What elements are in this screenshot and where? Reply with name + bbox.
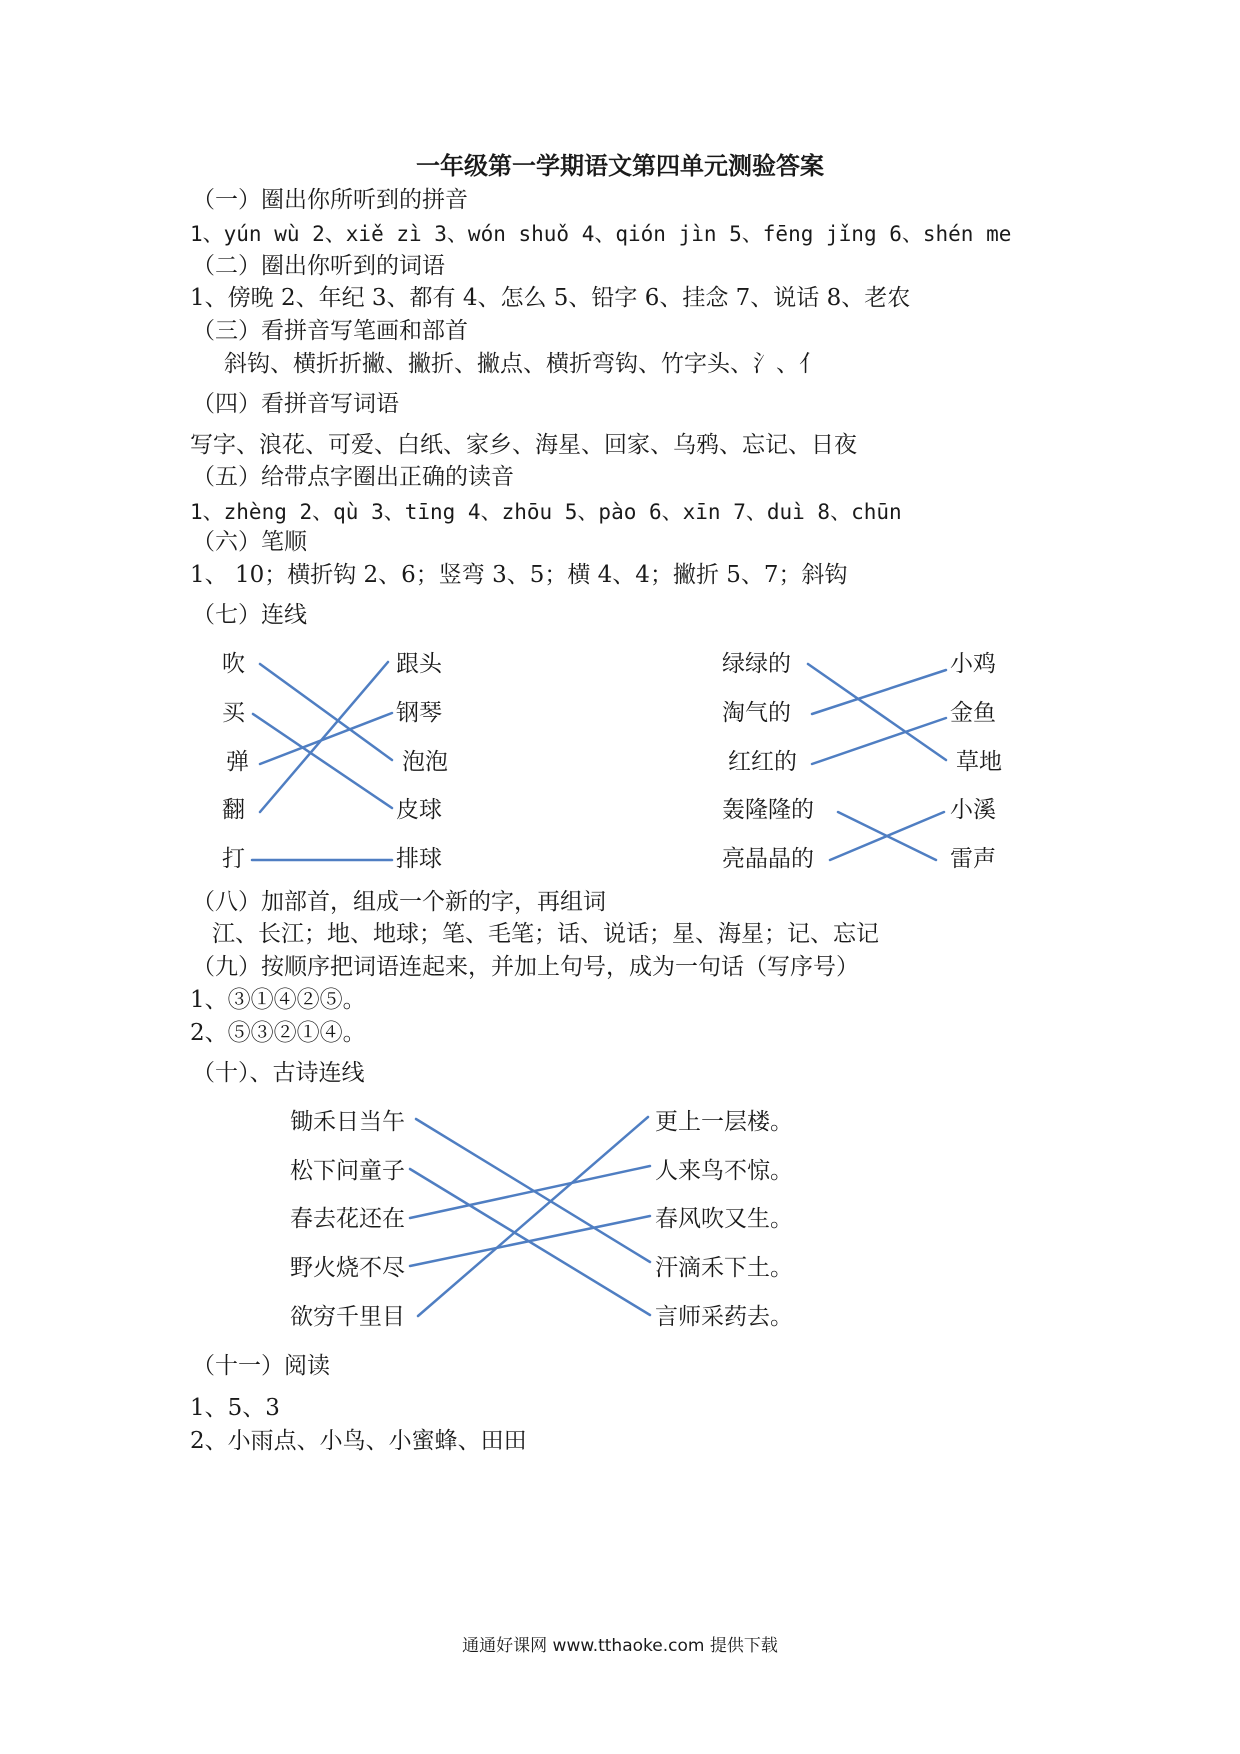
s10-right-0: 更上一层楼。 — [655, 1109, 793, 1135]
s7-line-blow-bubbles — [260, 664, 392, 760]
section-2-answer: 1、傍晚 2、年纪 3、都有 4、怎么 5、铅字 6、挂念 7、说话 8、老农 — [190, 285, 911, 311]
s10-right-1: 人来鸟不惊。 — [655, 1158, 793, 1184]
s10-left-4: 欲穷千里目 — [290, 1304, 405, 1330]
page-title: 一年级第一学期语文第四单元测验答案 — [416, 151, 824, 180]
section-1-answer: 1、yún wù 2、xiě zì 3、wón shuǒ 4、qión jìn 5、fēng jǐng 6、shén me — [190, 222, 1012, 246]
s7-left-b-1: 钢琴 — [396, 700, 442, 726]
section-4-answer: 写字、浪花、可爱、白纸、家乡、海星、回家、乌鸦、忘记、日夜 — [190, 432, 857, 458]
s7-left-b-4: 排球 — [396, 846, 442, 872]
s7-right-b-0: 小鸡 — [950, 651, 996, 677]
footer: 通通好课网 www.tthaoke.com 提供下载 — [462, 1636, 778, 1656]
section-7-heading: （七）连线 — [192, 602, 307, 628]
s7-right-a-4: 亮晶晶的 — [722, 846, 814, 872]
s10-line-5 — [418, 1117, 648, 1316]
section-9-answer-1: 1、③①④②⑤。 — [190, 987, 366, 1013]
s10-right-4: 言师采药去。 — [655, 1304, 793, 1330]
s7-right-b-3: 小溪 — [950, 797, 996, 823]
section-11-answer-1: 1、5、3 — [190, 1395, 280, 1421]
s10-right-2: 春风吹又生。 — [655, 1206, 793, 1232]
section-1-heading: （一）圈出你所听到的拼音 — [192, 187, 468, 213]
s7-right-b-2: 草地 — [956, 749, 1002, 775]
s7-line-play-piano — [260, 713, 392, 764]
s7-left-a-1: 买 — [222, 700, 245, 726]
s7-line-red-goldfish — [812, 718, 946, 764]
section-8-answer: 江、长江；地、地球；笔、毛笔；话、说话；星、海星；记、忘记 — [212, 921, 879, 947]
s7-right-a-2: 红红的 — [728, 749, 797, 775]
section-6-answer: 1、 10；横折钩 2、6；竖弯 3、5；横 4、4；撇折 5、7；斜钩 — [190, 562, 848, 588]
section-10-heading: （十）、古诗连线 — [192, 1060, 365, 1086]
s10-left-1: 松下问童子 — [290, 1158, 405, 1184]
s7-right-a-1: 淘气的 — [722, 700, 791, 726]
section-9-heading: （九）按顺序把词语连起来，并加上句号，成为一句话（写序号） — [192, 954, 859, 980]
s7-left-a-2: 弹 — [226, 749, 249, 775]
s7-left-a-0: 吹 — [222, 651, 245, 677]
section-3-heading: （三）看拼音写笔画和部首 — [192, 318, 468, 344]
s10-left-0: 锄禾日当午 — [290, 1109, 405, 1135]
s7-line-sparkling-stream — [830, 812, 944, 860]
s7-left-b-0: 跟头 — [396, 651, 442, 677]
section-3-answer: 斜钩、横折折撇、撇折、撇点、横折弯钩、竹字头、氵、亻 — [224, 351, 822, 377]
s10-right-3: 汗滴禾下土。 — [655, 1255, 793, 1281]
section-9-answer-2: 2、⑤③②①④。 — [190, 1020, 366, 1046]
s7-right-a-0: 绿绿的 — [722, 651, 791, 677]
section-5-answer: 1、zhèng 2、qù 3、tīng 4、zhōu 5、pào 6、xīn 7、duì 8、chūn — [190, 500, 902, 524]
section-2-heading: （二）圈出你听到的词语 — [192, 253, 445, 279]
s10-left-3: 野火烧不尽 — [290, 1255, 405, 1281]
s7-left-b-2: 泡泡 — [402, 749, 448, 775]
s10-left-2: 春去花还在 — [290, 1206, 405, 1232]
section-4-heading: （四）看拼音写词语 — [192, 391, 399, 417]
s7-right-b-1: 金鱼 — [950, 700, 996, 726]
s7-left-b-3: 皮球 — [396, 797, 442, 823]
s7-right-a-3: 轰隆隆的 — [722, 797, 814, 823]
s7-line-naughty-chick — [812, 670, 946, 714]
section-8-heading: （八）加部首，组成一个新的字，再组词 — [192, 889, 606, 915]
section-6-heading: （六）笔顺 — [192, 529, 307, 555]
s7-left-a-4: 打 — [222, 846, 245, 872]
section-11-answer-2: 2、小雨点、小鸟、小蜜蜂、田田 — [190, 1428, 527, 1454]
section-5-heading: （五）给带点字圈出正确的读音 — [192, 464, 514, 490]
s7-line-flip-somersault — [260, 662, 388, 812]
section-11-heading: （十一）阅读 — [192, 1353, 330, 1379]
s7-line-green-grass — [808, 664, 946, 760]
s7-left-a-3: 翻 — [222, 797, 245, 823]
s7-right-b-4: 雷声 — [950, 846, 996, 872]
